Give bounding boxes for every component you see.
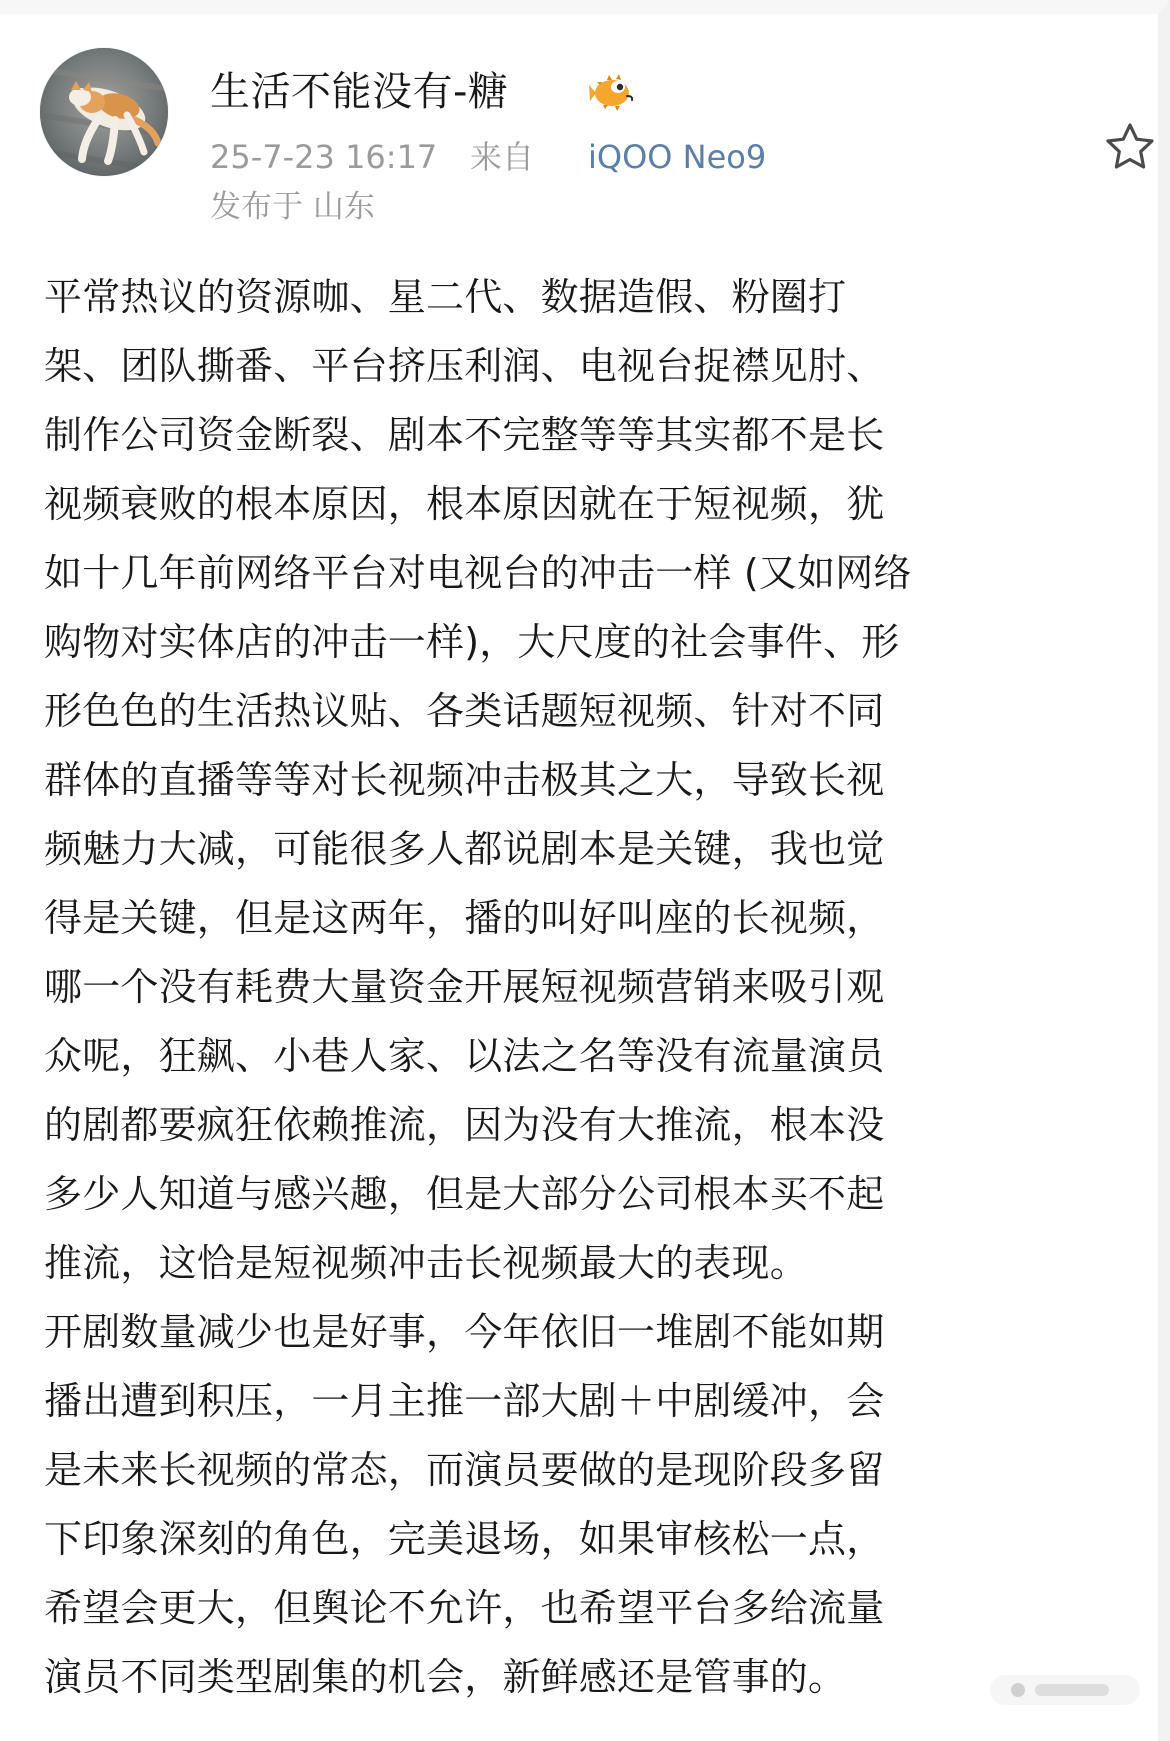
avatar[interactable] [40,48,168,176]
pufferfish-icon [588,66,640,118]
post-paragraph-2: 开剧数量减少也是好事，今年依旧一堆剧不能如期 播出遭到积压，一月主推一部大剧＋中剧缓冲，会 是未来长视频的常态，而演员要做的是现阶段多留 下印象深刻的角色，完美退场，如果审核松一点， 希望会更大，但舆论不允许，也希望平台多给流量 演员不同类型剧集的机会，新鲜感还是管事的。 [44,1310,885,1699]
post-content [44,263,1124,1712]
device-link[interactable]: iQOO Neo9 [588,138,767,176]
weibo-watermark-icon [990,1665,1140,1713]
post-location: 发布于 山东 [210,189,375,225]
star-outline-icon [1100,118,1160,178]
cat-avatar-icon [40,48,168,176]
favorite-button[interactable] [1100,118,1160,178]
author-name[interactable]: 生活不能没有-糖 [210,69,509,115]
post-header [40,48,1120,224]
source-prefix: 来自 [470,138,535,176]
post-paragraph-1: 平常热议的资源咖、星二代、数据造假、粉圈打 架、团队撕番、平台挤压利润、电视台捉襟见肘、 制作公司资金断裂、剧本不完整等等其实都不是长 视频衰败的根本原因，根本原因就在于短视频，犹 如十几年前网络平台对电视台的冲击一样 (又如网络 购物对实体店的冲击一样)，大尺度的社会事件、形 形色色的生活热议贴、各类话题短视频、针对不同 群体的直播等等对长视频冲击极其之大，导致长视 频魅力大减，可能很多人都说剧本是关键，我也觉 得是关键，但是这两年，播的叫好叫座的长视频， 哪一个没有耗费大量资金开展短视频营销来吸引观 众呢，狂飙、小巷人家、以法之名等没有流量演员 的剧都要疯狂依赖推流，因为没有大推流，根本没 多少人知道与感兴趣，但是大部分公司根本买不起 推流，这恰是短视频冲击长视频最大的表现。 [44,275,912,1285]
post-timestamp: 25-7-23 16:17 [210,138,438,176]
